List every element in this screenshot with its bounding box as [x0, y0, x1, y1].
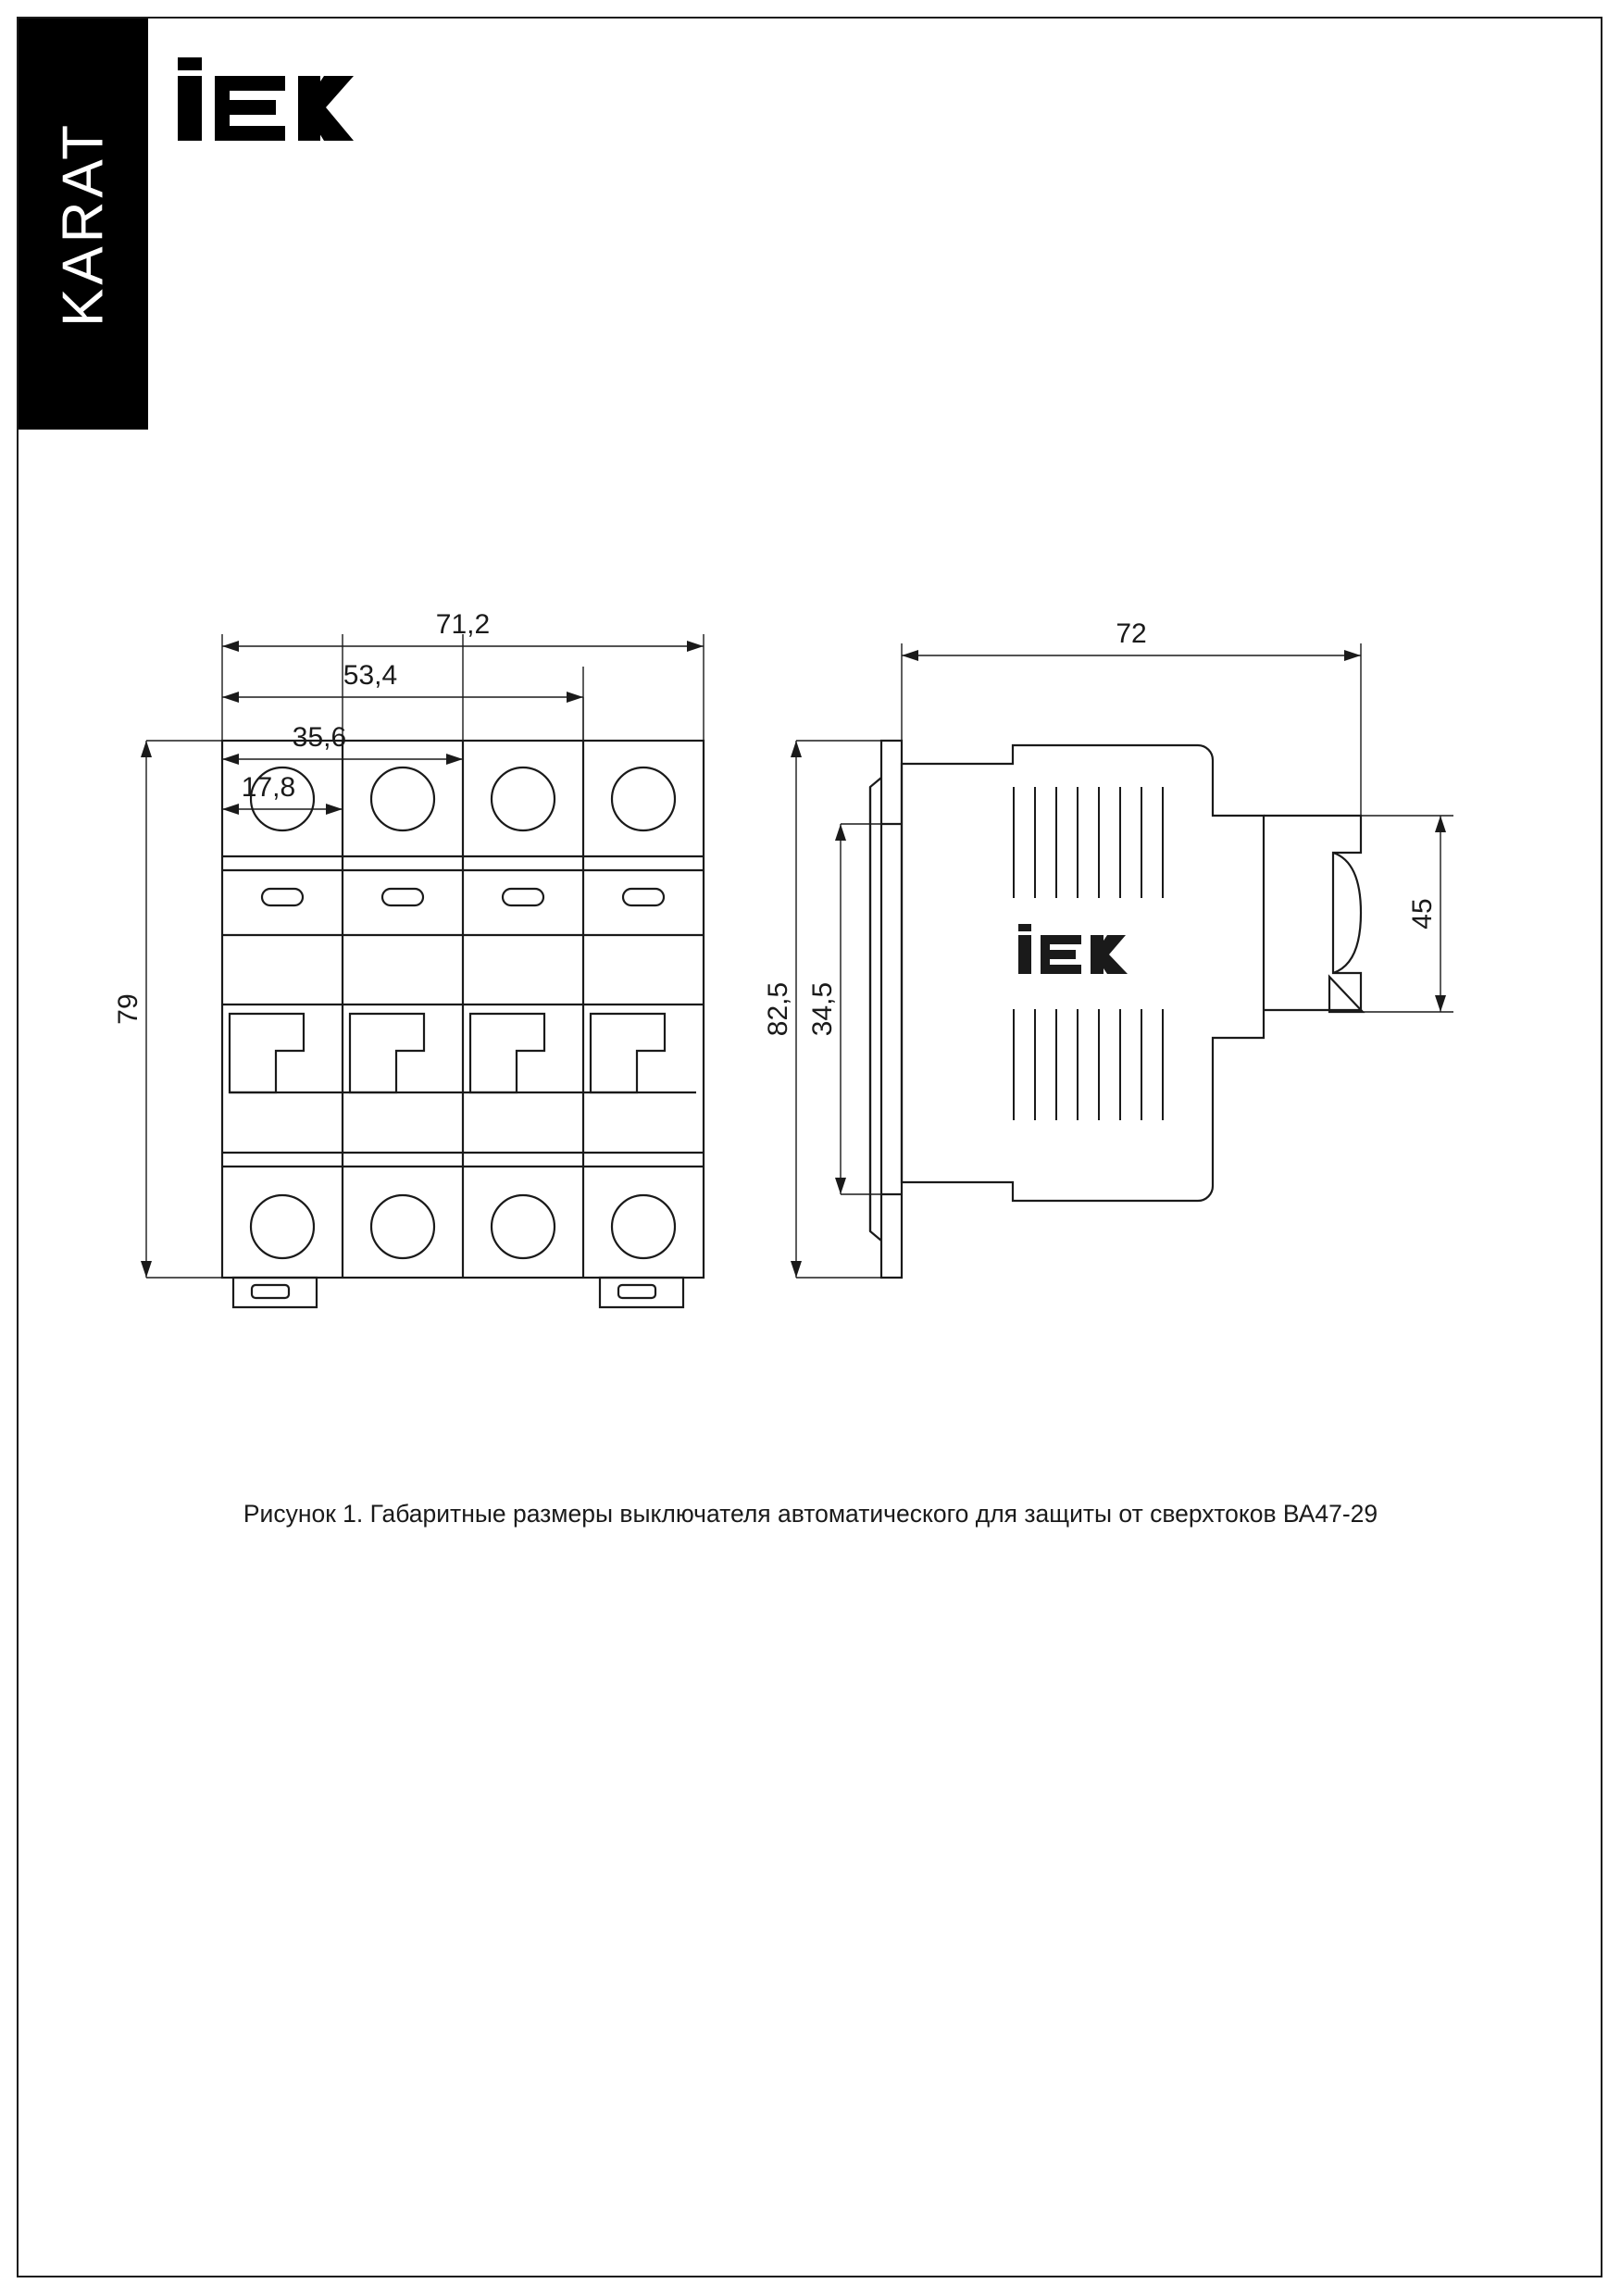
dim-label-one-pole-width: 17,8: [241, 772, 296, 803]
dim-label-front-height: 79: [113, 993, 143, 1025]
figure-caption: Рисунок 1. Габаритные размеры выключателя автоматического для защиты от сверхтоков ВА47-29: [243, 1500, 1378, 1528]
brand-tab-label: KARAT: [51, 120, 116, 328]
dim-label-side-height: 82,5: [763, 981, 793, 1037]
technical-drawing: [0, 435, 1621, 1500]
dim-label-two-pole-width: 35,6: [292, 722, 347, 753]
dim-label-total-width: 71,2: [435, 609, 491, 640]
dim-label-depth: 72: [1116, 618, 1147, 649]
dim-label-rail-offset: 45: [1407, 898, 1438, 930]
brand-tab: [19, 19, 148, 430]
dim-label-front-face-height: 34,5: [807, 981, 838, 1037]
iek-logo: [178, 57, 372, 143]
dim-label-three-pole-width: 53,4: [343, 660, 398, 691]
